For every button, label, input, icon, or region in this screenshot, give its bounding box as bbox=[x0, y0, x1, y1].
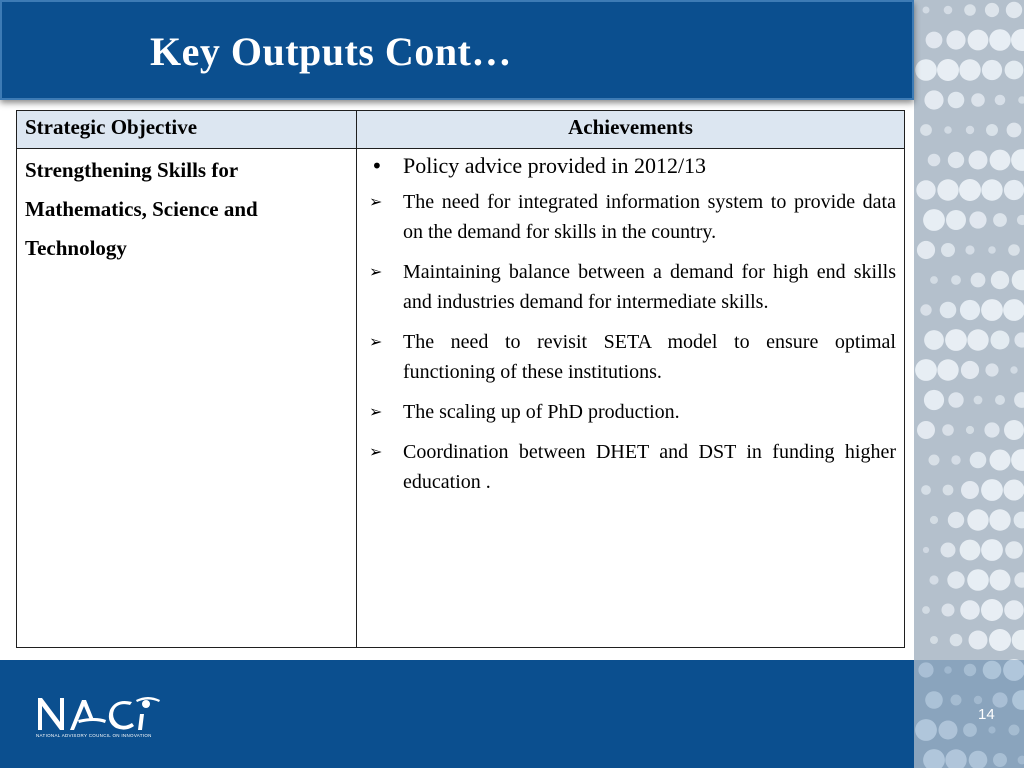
decorative-dot bbox=[946, 30, 965, 49]
decorative-dot bbox=[967, 569, 989, 591]
bullet-icon: • bbox=[371, 154, 383, 178]
decorative-dot bbox=[940, 302, 957, 319]
decorative-dot bbox=[1005, 541, 1023, 559]
arrow-bullet-icon: ➢ bbox=[369, 442, 383, 461]
decorative-dot bbox=[985, 3, 999, 17]
table-row bbox=[17, 149, 905, 648]
achievement-text: Maintaining balance between a demand for high end skills and industries demand for intermediate skills. bbox=[403, 261, 896, 313]
decorative-dot bbox=[991, 331, 1010, 350]
decorative-dot bbox=[969, 211, 986, 228]
decorative-dot bbox=[921, 485, 931, 495]
decorative-dot bbox=[961, 361, 979, 379]
decorative-dot bbox=[960, 540, 981, 561]
decorative-dot bbox=[1003, 299, 1024, 321]
decorative-dot bbox=[1004, 180, 1024, 200]
decorative-dot bbox=[1008, 244, 1020, 256]
decorative-dot bbox=[959, 59, 980, 80]
decorative-dot bbox=[917, 421, 935, 439]
decorative-dot bbox=[948, 92, 965, 109]
decorative-dot bbox=[928, 154, 941, 167]
decorative-dot bbox=[990, 450, 1011, 471]
decorative-dot bbox=[981, 599, 1003, 621]
achievement-item bbox=[363, 187, 896, 247]
decorative-dot bbox=[1018, 96, 1024, 104]
decorative-dot bbox=[1012, 630, 1024, 651]
decorative-dot bbox=[929, 575, 938, 584]
decorative-dot bbox=[920, 304, 931, 315]
header-achievements: Achievements bbox=[357, 111, 905, 149]
decorative-dot bbox=[917, 241, 935, 259]
decorative-dot bbox=[1011, 149, 1024, 171]
decorative-dot bbox=[989, 629, 1011, 651]
decorative-dot bbox=[989, 29, 1011, 51]
decorative-dot bbox=[967, 509, 988, 530]
decorative-dot bbox=[944, 6, 953, 15]
objective-cell: Strengthening Skills for Mathematics, Science and Technology bbox=[17, 149, 357, 648]
decorative-dot bbox=[971, 93, 985, 107]
slide-title: Key Outputs Cont… bbox=[150, 29, 512, 74]
decorative-dot bbox=[937, 179, 958, 200]
page-number: 14 bbox=[978, 706, 995, 723]
outputs-table bbox=[16, 110, 905, 648]
decorative-dot bbox=[926, 32, 943, 49]
decorative-dot bbox=[924, 90, 943, 109]
decorative-dot bbox=[948, 392, 963, 407]
decorative-dot bbox=[981, 479, 1003, 501]
achievement-text: Coordination between DHET and DST in funding higher education . bbox=[403, 441, 896, 493]
decorative-dot bbox=[915, 359, 937, 381]
decorative-dot bbox=[966, 426, 974, 434]
decorative-dot bbox=[941, 543, 956, 558]
decorative-dot bbox=[995, 95, 1006, 106]
decorative-dot bbox=[948, 152, 964, 168]
decorative-dot bbox=[930, 636, 938, 644]
decorative-dot bbox=[1007, 123, 1022, 138]
decorative-dot bbox=[1012, 270, 1024, 291]
decorative-dot bbox=[923, 547, 929, 553]
achievement-text: Policy advice provided in 2012/13 bbox=[403, 153, 707, 178]
decorative-dot bbox=[920, 124, 932, 136]
decorative-dot bbox=[968, 30, 989, 51]
decorative-dot bbox=[944, 126, 952, 134]
decorative-dot bbox=[985, 363, 998, 376]
decorative-dot bbox=[969, 631, 988, 650]
achievement-item bbox=[363, 437, 896, 497]
decorative-dot bbox=[1011, 29, 1024, 51]
decorative-dot bbox=[916, 180, 935, 199]
decorative-dot bbox=[1004, 600, 1024, 620]
decorative-dot bbox=[960, 600, 980, 620]
decorative-dot bbox=[993, 213, 1007, 227]
decorative-dot bbox=[981, 179, 1002, 200]
decorative-dot bbox=[986, 124, 998, 136]
decorative-dot bbox=[1014, 332, 1024, 347]
decorative-dot bbox=[937, 359, 958, 380]
decorative-dot bbox=[923, 7, 930, 14]
decorative-dot bbox=[941, 243, 955, 257]
decorative-dot bbox=[1014, 392, 1024, 408]
achievement-item bbox=[363, 397, 896, 427]
decorative-dot bbox=[969, 151, 988, 170]
decorative-dot bbox=[946, 210, 966, 230]
decorative-dot bbox=[948, 512, 964, 528]
decorative-dot bbox=[930, 276, 938, 284]
decorative-dot bbox=[924, 330, 944, 350]
logo-caption: NATIONAL ADVISORY COUNCIL ON INNOVATION bbox=[36, 733, 152, 738]
decorative-dot bbox=[922, 606, 930, 614]
decorative-dot bbox=[947, 571, 964, 588]
dot-pattern bbox=[914, 0, 1024, 768]
decorative-dot bbox=[964, 4, 976, 16]
arrow-bullet-icon: ➢ bbox=[369, 262, 383, 281]
decorative-dot bbox=[961, 481, 979, 499]
decorative-dot bbox=[988, 246, 996, 254]
decorative-dot bbox=[937, 59, 959, 81]
arrow-bullet-icon: ➢ bbox=[369, 402, 383, 421]
decorative-dot bbox=[974, 396, 983, 405]
decorative-dot bbox=[951, 455, 960, 464]
decorative-dot bbox=[981, 539, 1003, 561]
decorative-dot bbox=[990, 570, 1011, 591]
table-header-row bbox=[17, 111, 905, 149]
decorative-dot bbox=[995, 395, 1005, 405]
decorative-dot bbox=[984, 422, 999, 437]
decorative-dot bbox=[1004, 420, 1024, 440]
decorative-dot bbox=[915, 59, 937, 81]
decorative-dot bbox=[943, 485, 954, 496]
decorative-dot-strip bbox=[914, 0, 1024, 768]
arrow-bullet-icon: ➢ bbox=[369, 332, 383, 351]
decorative-dot bbox=[990, 150, 1011, 171]
achievement-text: The need to revisit SETA model to ensure optimal functioning of these institutions. bbox=[403, 331, 896, 383]
decorative-dot bbox=[991, 271, 1009, 289]
decorative-dot bbox=[1011, 449, 1024, 471]
decorative-dot bbox=[929, 455, 940, 466]
decorative-dot bbox=[967, 329, 988, 350]
decorative-dot bbox=[1006, 2, 1022, 18]
decorative-dot bbox=[960, 300, 980, 320]
decorative-dot bbox=[1014, 572, 1024, 587]
decorative-dot bbox=[1017, 215, 1024, 225]
title-bar bbox=[0, 0, 914, 100]
achievement-item bbox=[363, 151, 896, 181]
decorative-dot bbox=[950, 634, 963, 647]
decorative-dot bbox=[982, 60, 1002, 80]
arrow-bullet-icon: ➢ bbox=[369, 192, 383, 211]
decorative-dot bbox=[942, 604, 955, 617]
decorative-dot bbox=[951, 275, 961, 285]
decorative-dot bbox=[965, 245, 974, 254]
achievement-item bbox=[363, 327, 896, 387]
decorative-dot bbox=[945, 329, 967, 351]
decorative-dot bbox=[970, 452, 987, 469]
achievement-text: The need for integrated information system to provide data on the demand for skills in the country. bbox=[403, 191, 896, 243]
decorative-dot bbox=[959, 179, 981, 201]
decorative-dot bbox=[981, 299, 1003, 321]
strip-footer-tint bbox=[914, 660, 1024, 768]
decorative-dot bbox=[966, 126, 974, 134]
decorative-dot bbox=[923, 209, 945, 231]
decorative-dot bbox=[1004, 480, 1024, 501]
header-strategic-objective: Strategic Objective bbox=[17, 111, 357, 149]
decorative-dot bbox=[1005, 61, 1024, 80]
decorative-dot bbox=[971, 273, 986, 288]
decorative-dot bbox=[1014, 512, 1024, 529]
achievements-cell bbox=[357, 149, 905, 648]
decorative-dot bbox=[942, 424, 954, 436]
achievement-item bbox=[363, 257, 896, 317]
decorative-dot bbox=[1010, 366, 1017, 373]
decorative-dot bbox=[930, 516, 938, 524]
achievement-text: The scaling up of PhD production. bbox=[403, 401, 680, 423]
decorative-dot bbox=[989, 509, 1010, 530]
decorative-dot bbox=[924, 390, 944, 410]
